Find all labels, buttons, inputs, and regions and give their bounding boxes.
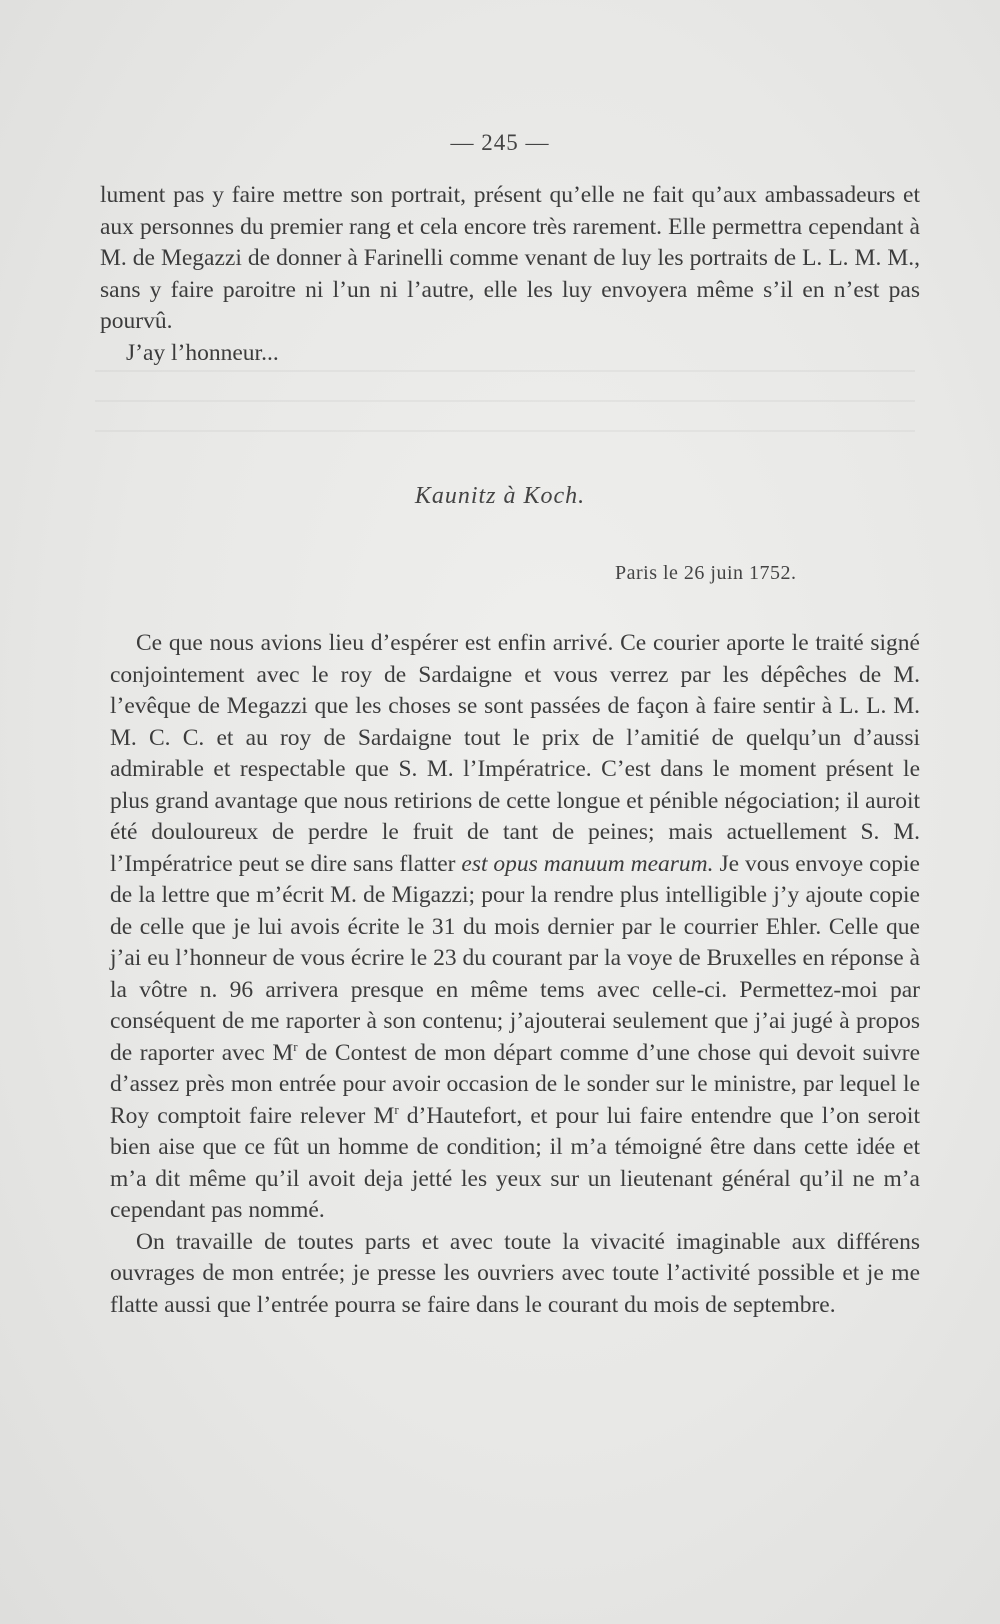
latin-phrase: est opus manuum mearum. xyxy=(461,850,714,877)
paragraph xyxy=(110,628,920,1227)
paragraph-text: d’Hautefort, et pour lui faire entendre que l’on seroit bien aise que ce fût un homme de condition; il m’a témoigné être dans cette idée et m’a dit même qu’il avoit deja jetté les yeux sur un lieutenant général qu’il ne m’a cependant pas nommé. xyxy=(110,1102,920,1223)
continued-letter-text xyxy=(100,180,920,369)
superscript: r xyxy=(394,1101,399,1117)
letter-body xyxy=(110,628,920,1321)
show-through-text xyxy=(95,370,915,460)
paragraph-text: Je vous envoye copie de la lettre que m’écrit M. de Migazzi; pour la rendre plus intelligible j’y ajoute copie de celle que je lui avois écrite le 31 du mois dernier par le courrier Ehler. Celle que j’ai eu l’honneur de vous écrire le 23 du courant par la voye de Bruxelles en réponse à la vôtre n. 96 arrivera presque en même tems avec celle-ci. Permettez-moi par conséquent de me raporter à son contenu; j’ajouterai seulement que j’ai jugé à propos de raporter avec M xyxy=(110,850,920,1066)
closing-formula: J’ay l’honneur... xyxy=(126,339,279,366)
page-number: — 245 — xyxy=(450,130,550,155)
letter-heading: Kaunitz à Koch. xyxy=(414,483,586,509)
paragraph-text: Ce que nous avions lieu d’espérer est enfin arrivé. Ce courier aporte le traité signé conjointement avec le roy de Sardaigne et vous verrez par les dépêches de M. l’evêque de Megazzi que les choses se sont passées de façon à faire sentir à L. L. M. M. C. C. et au roy de Sardaigne tout le prix de l’amitié de quelqu’un d’aussi admirable et respectable que S. M. l’Impératrice. C’est dans le moment présent le plus grand avantage que nous retirions de cette longue et pénible négociation; il auroit été douloureux de perdre le fruit de tant de peines; mais actuellement S. M. l’Impératrice peut se dire sans flatter xyxy=(110,630,920,877)
paragraph: On travaille de toutes parts et avec toute la vivacité imaginable aux différens ouvrages de mon entrée; je presse les ouvriers avec toute l’activité possible et je me flatte aussi que l’entrée pourra se faire dans le courant du mois de septembre. xyxy=(110,1228,920,1318)
paragraph-text: de Contest de mon départ comme d’une chose qui devoit suivre d’assez près mon entrée pour avoir occasion de le sonder sur le ministre, par lequel le Roy comptoit faire relever M xyxy=(110,1039,921,1129)
paragraph: lument pas y faire mettre son portrait, présent qu’elle ne fait qu’aux ambassadeurs et aux personnes du premier rang et cela encore très rarement. Elle permettra cependant à M. de Megazzi de donner à Farinelli comme venant de luy les portraits de L. L. M. M., sans y faire paroitre ni l’un ni l’autre, elle les luy envoyera même s’il en n’est pas pourvû. xyxy=(100,182,920,334)
dateline: Paris le 26 juin 1752. xyxy=(615,562,797,584)
superscript: r xyxy=(293,1038,298,1054)
